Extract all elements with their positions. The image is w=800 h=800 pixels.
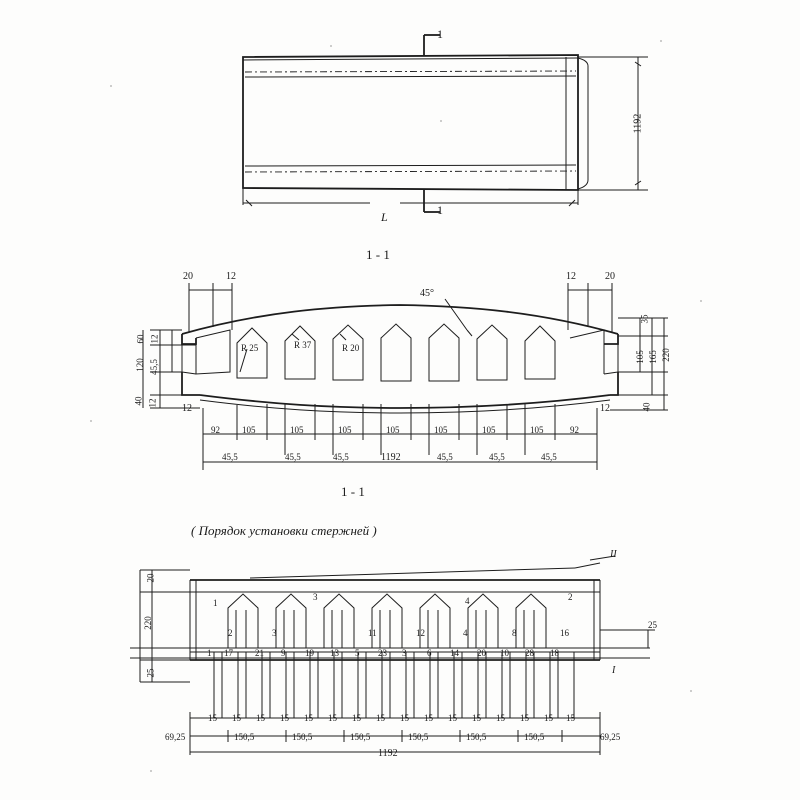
rebar-bottom-dim-6: 150,5: [524, 732, 545, 742]
dim-right-220: 220: [660, 348, 671, 362]
small-dim-1: 15: [232, 713, 241, 723]
rebar-dim-20: 20: [145, 573, 156, 583]
small-dim-13: 15: [520, 713, 529, 723]
rebar-bottom-dim-1: 150,5: [234, 732, 255, 742]
dim-left-60: 60: [135, 334, 146, 344]
dim-top-left-20: 20: [183, 271, 193, 282]
small-dim-5: 15: [328, 713, 337, 723]
rebar-bottom-dim-4: 150,5: [408, 732, 429, 742]
small-dim-6: 15: [352, 713, 361, 723]
dim-right-105: 105: [634, 350, 645, 364]
dim-left-bottom-12: 12: [182, 403, 192, 414]
bar-num-top-2: 4: [465, 596, 470, 606]
dim-b1-8: 92: [570, 425, 579, 435]
dim-left-12: 12: [149, 334, 160, 344]
bar-num-row-8: 3: [402, 648, 407, 658]
dim-top-right-12: 12: [566, 271, 576, 282]
mark-II: II: [610, 549, 617, 560]
radius-label-r20: R 20: [342, 343, 360, 353]
small-dim-14: 15: [544, 713, 553, 723]
dim-right-35: 35: [639, 314, 650, 324]
dim-top-right-20: 20: [605, 271, 615, 282]
rebar-bottom-dim-2: 150,5: [292, 732, 313, 742]
dim-top-left-12: 12: [226, 271, 236, 282]
small-dim-8: 15: [400, 713, 409, 723]
dim-b2-2: 45,5: [333, 452, 349, 462]
small-dim-11: 15: [472, 713, 481, 723]
rebar-bottom-dim-0: 69,25: [165, 732, 186, 742]
dim-left-12b: 12: [147, 398, 158, 408]
mark-I: I: [612, 665, 616, 676]
rebar-bottom-dim-5: 150,5: [466, 732, 487, 742]
small-dim-2: 15: [256, 713, 265, 723]
bar-num-mid-6: 16: [560, 628, 569, 638]
bar-num-mid-0: 2: [228, 628, 233, 638]
small-dim-12: 15: [496, 713, 505, 723]
dim-b2-1: 45,5: [285, 452, 301, 462]
dim-b1-2: 105: [290, 425, 304, 435]
plan-height-dim: 1192: [632, 113, 644, 134]
dim-b1-4: 105: [386, 425, 400, 435]
plan-length-label: L: [381, 210, 388, 224]
small-dim-3: 15: [280, 713, 289, 723]
bar-num-row-11: 20: [477, 648, 486, 658]
dim-b1-6: 105: [482, 425, 496, 435]
section-title-mid: 1 - 1: [341, 484, 365, 499]
bar-num-row-2: 21: [255, 648, 264, 658]
bar-num-mid-3: 12: [416, 628, 425, 638]
bar-num-row-4: 19: [305, 648, 314, 658]
plan-view: [243, 35, 648, 212]
bar-num-row-1: 17: [224, 648, 233, 658]
radius-label-r37: R 37: [294, 340, 312, 350]
dim-left-40: 40: [133, 396, 144, 406]
dim-b2-4: 45,5: [489, 452, 505, 462]
bar-num-mid-5: 8: [512, 628, 517, 638]
bar-num-row-12: 10: [500, 648, 509, 658]
dim-right-bottom-12: 12: [600, 403, 610, 414]
section-mark-top-1: 1: [437, 27, 443, 41]
dim-right-40: 40: [641, 402, 652, 412]
rebar-overall-dim: 1192: [378, 748, 398, 759]
bar-num-mid-2: 11: [368, 628, 377, 638]
bar-num-row-14: 18: [550, 648, 559, 658]
rebar-dim-25: 25: [145, 668, 156, 678]
bar-num-row-9: 6: [427, 648, 432, 658]
rebar-bottom-dim-3: 150,5: [350, 732, 371, 742]
bar-num-row-0: 1: [207, 648, 212, 658]
bar-num-top-0: 1: [213, 598, 218, 608]
rebar-bottom-dim-8: 69,25: [600, 732, 621, 742]
bar-num-mid-4: 4: [463, 628, 468, 638]
bar-num-row-7: 23: [378, 648, 387, 658]
rebar-dim-220: 220: [142, 616, 153, 630]
section-mark-bottom-1: 1: [437, 203, 443, 217]
small-dim-10: 15: [448, 713, 457, 723]
bar-num-mid-1: 3: [272, 628, 277, 638]
dim-b1-1: 105: [242, 425, 256, 435]
dim-b1-5: 105: [434, 425, 448, 435]
bar-num-row-13: 28: [525, 648, 534, 658]
dim-b1-3: 105: [338, 425, 352, 435]
dim-left-120: 120: [134, 358, 145, 372]
bar-num-top-3: 2: [568, 592, 573, 602]
angle-label-45: 45°: [420, 288, 434, 299]
section-title-top: 1 - 1: [366, 247, 390, 262]
bar-num-row-5: 13: [330, 648, 339, 658]
small-dim-4: 15: [304, 713, 313, 723]
bar-num-top-1: 3: [313, 592, 318, 602]
dim-section-overall: 1192: [381, 452, 401, 463]
dim-b2-5: 45,5: [541, 452, 557, 462]
section-1-1-geometry: [143, 283, 668, 470]
rebar-dim-right-25: 25: [648, 620, 657, 630]
bar-num-row-3: 9: [281, 648, 286, 658]
dim-b1-7: 105: [530, 425, 544, 435]
radius-label-r25: R 25: [241, 343, 259, 353]
dim-b2-3: 45,5: [437, 452, 453, 462]
rebar-scheme-title: ( Порядок установки стержней ): [191, 523, 377, 538]
small-dim-9: 15: [424, 713, 433, 723]
bar-num-row-6: 5: [355, 648, 360, 658]
dim-right-165: 165: [647, 350, 658, 364]
small-dim-7: 15: [376, 713, 385, 723]
bar-num-row-10: 14: [450, 648, 459, 658]
dim-b2-0: 45,5: [222, 452, 238, 462]
dim-left-455: 45,5: [148, 359, 159, 375]
small-dim-15: 15: [566, 713, 575, 723]
small-dim-0: 15: [208, 713, 217, 723]
dim-b1-0: 92: [211, 425, 220, 435]
